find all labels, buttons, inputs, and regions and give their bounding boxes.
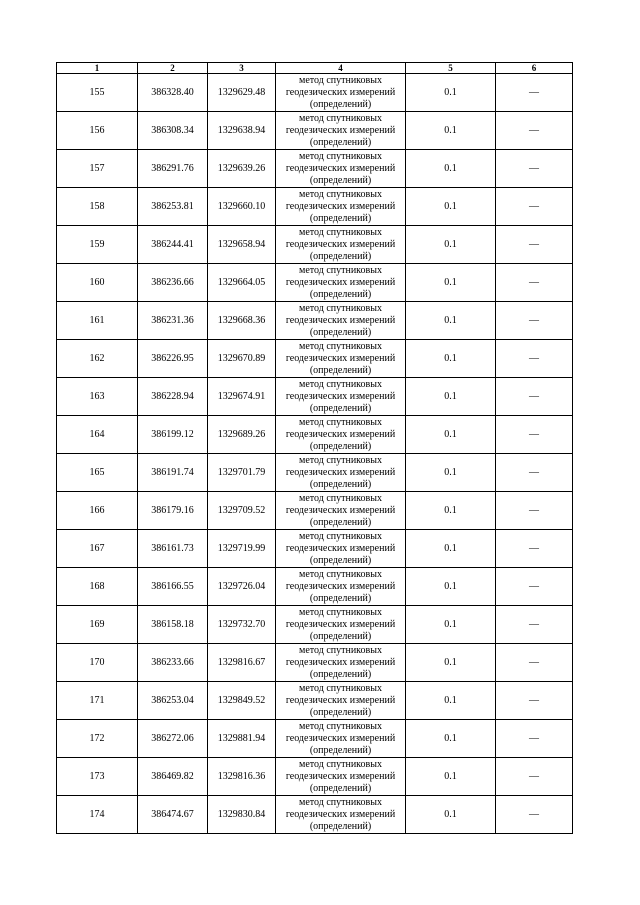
method-line-3: (определений)	[309, 440, 372, 452]
note: —	[496, 188, 573, 226]
table-row	[57, 796, 573, 834]
method-line-3: (определений)	[309, 782, 372, 794]
method-line-1: метод спутниковых	[299, 454, 382, 466]
method-line-2: геодезических измерений	[285, 732, 396, 744]
method-cell	[276, 112, 406, 150]
method-line-3: (определений)	[309, 592, 372, 604]
coord-y: 1329849.52	[208, 682, 276, 720]
accuracy: 0.1	[406, 112, 496, 150]
header-col-3: 3	[208, 63, 276, 74]
coord-x: 386158.18	[138, 606, 208, 644]
method-line-1: метод спутниковых	[299, 682, 382, 694]
accuracy: 0.1	[406, 644, 496, 682]
table-row	[57, 150, 573, 188]
coord-x: 386253.04	[138, 682, 208, 720]
accuracy: 0.1	[406, 682, 496, 720]
method-cell	[276, 188, 406, 226]
method-line-1: метод спутниковых	[299, 530, 382, 542]
method-line-2: геодезических измерений	[285, 238, 396, 250]
accuracy: 0.1	[406, 606, 496, 644]
method-line-1: метод спутниковых	[299, 568, 382, 580]
note: —	[496, 568, 573, 606]
point-number: 168	[57, 568, 138, 606]
coord-y: 1329816.36	[208, 758, 276, 796]
coord-y: 1329709.52	[208, 492, 276, 530]
coord-y: 1329689.26	[208, 416, 276, 454]
method-line-2: геодезических измерений	[285, 162, 396, 174]
accuracy: 0.1	[406, 74, 496, 112]
point-number: 161	[57, 302, 138, 340]
method-line-1: метод спутниковых	[299, 796, 382, 808]
method-line-1: метод спутниковых	[299, 340, 382, 352]
note: —	[496, 720, 573, 758]
coord-x: 386308.34	[138, 112, 208, 150]
method-cell	[276, 644, 406, 682]
method-line-2: геодезических измерений	[285, 124, 396, 136]
method-line-2: геодезических измерений	[285, 200, 396, 212]
table-row	[57, 530, 573, 568]
table-row	[57, 188, 573, 226]
note: —	[496, 416, 573, 454]
method-line-3: (определений)	[309, 516, 372, 528]
point-number: 155	[57, 74, 138, 112]
table-row	[57, 720, 573, 758]
point-number: 166	[57, 492, 138, 530]
table-row	[57, 378, 573, 416]
coord-x: 386199.12	[138, 416, 208, 454]
note: —	[496, 74, 573, 112]
method-cell	[276, 378, 406, 416]
method-line-3: (определений)	[309, 706, 372, 718]
method-line-3: (определений)	[309, 326, 372, 338]
method-line-3: (определений)	[309, 364, 372, 376]
coord-x: 386228.94	[138, 378, 208, 416]
method-line-1: метод спутниковых	[299, 758, 382, 770]
method-line-2: геодезических измерений	[285, 86, 396, 98]
table-row	[57, 568, 573, 606]
coord-x: 386231.36	[138, 302, 208, 340]
accuracy: 0.1	[406, 454, 496, 492]
method-line-1: метод спутниковых	[299, 264, 382, 276]
table-row	[57, 492, 573, 530]
point-number: 160	[57, 264, 138, 302]
header-col-2: 2	[138, 63, 208, 74]
coord-y: 1329816.67	[208, 644, 276, 682]
method-line-3: (определений)	[309, 478, 372, 490]
method-cell	[276, 264, 406, 302]
method-cell	[276, 796, 406, 834]
coord-y: 1329664.05	[208, 264, 276, 302]
coordinates-table	[56, 62, 573, 834]
coord-x: 386191.74	[138, 454, 208, 492]
method-cell	[276, 74, 406, 112]
method-cell	[276, 150, 406, 188]
accuracy: 0.1	[406, 492, 496, 530]
point-number: 157	[57, 150, 138, 188]
point-number: 171	[57, 682, 138, 720]
method-cell	[276, 568, 406, 606]
note: —	[496, 226, 573, 264]
point-number: 170	[57, 644, 138, 682]
method-line-3: (определений)	[309, 98, 372, 110]
coord-x: 386166.55	[138, 568, 208, 606]
method-line-1: метод спутниковых	[299, 112, 382, 124]
note: —	[496, 492, 573, 530]
method-cell	[276, 492, 406, 530]
coord-y: 1329658.94	[208, 226, 276, 264]
table-row	[57, 264, 573, 302]
coord-x: 386474.67	[138, 796, 208, 834]
coord-y: 1329881.94	[208, 720, 276, 758]
method-line-1: метод спутниковых	[299, 492, 382, 504]
method-line-2: геодезических измерений	[285, 694, 396, 706]
coord-x: 386272.06	[138, 720, 208, 758]
note: —	[496, 302, 573, 340]
method-line-3: (определений)	[309, 744, 372, 756]
coord-x: 386233.66	[138, 644, 208, 682]
method-line-3: (определений)	[309, 820, 372, 832]
method-line-1: метод спутниковых	[299, 720, 382, 732]
accuracy: 0.1	[406, 568, 496, 606]
table-row	[57, 74, 573, 112]
coord-y: 1329670.89	[208, 340, 276, 378]
header-col-4: 4	[276, 63, 406, 74]
header-row	[57, 63, 573, 74]
method-line-1: метод спутниковых	[299, 378, 382, 390]
method-line-2: геодезических измерений	[285, 542, 396, 554]
point-number: 158	[57, 188, 138, 226]
method-cell	[276, 226, 406, 264]
method-line-2: геодезических измерений	[285, 352, 396, 364]
table-row	[57, 340, 573, 378]
coord-y: 1329726.04	[208, 568, 276, 606]
point-number: 162	[57, 340, 138, 378]
header-col-5: 5	[406, 63, 496, 74]
method-line-1: метод спутниковых	[299, 416, 382, 428]
coord-x: 386161.73	[138, 530, 208, 568]
accuracy: 0.1	[406, 530, 496, 568]
accuracy: 0.1	[406, 416, 496, 454]
method-line-2: геодезических измерений	[285, 656, 396, 668]
method-cell	[276, 302, 406, 340]
point-number: 163	[57, 378, 138, 416]
note: —	[496, 378, 573, 416]
point-number: 164	[57, 416, 138, 454]
method-cell	[276, 606, 406, 644]
point-number: 167	[57, 530, 138, 568]
table-body	[57, 74, 573, 834]
method-line-2: геодезических измерений	[285, 466, 396, 478]
method-line-1: метод спутниковых	[299, 188, 382, 200]
note: —	[496, 454, 573, 492]
method-line-3: (определений)	[309, 668, 372, 680]
coord-y: 1329668.36	[208, 302, 276, 340]
table-row	[57, 226, 573, 264]
method-line-3: (определений)	[309, 288, 372, 300]
method-line-1: метод спутниковых	[299, 302, 382, 314]
point-number: 165	[57, 454, 138, 492]
note: —	[496, 264, 573, 302]
accuracy: 0.1	[406, 264, 496, 302]
method-cell	[276, 758, 406, 796]
note: —	[496, 682, 573, 720]
note: —	[496, 796, 573, 834]
method-cell	[276, 682, 406, 720]
table-row	[57, 606, 573, 644]
method-line-1: метод спутниковых	[299, 606, 382, 618]
method-line-2: геодезических измерений	[285, 428, 396, 440]
table-row	[57, 682, 573, 720]
accuracy: 0.1	[406, 378, 496, 416]
table-row	[57, 454, 573, 492]
point-number: 174	[57, 796, 138, 834]
note: —	[496, 112, 573, 150]
method-line-2: геодезических измерений	[285, 770, 396, 782]
method-line-2: геодезических измерений	[285, 314, 396, 326]
point-number: 156	[57, 112, 138, 150]
point-number: 159	[57, 226, 138, 264]
coord-x: 386469.82	[138, 758, 208, 796]
accuracy: 0.1	[406, 796, 496, 834]
coord-x: 386328.40	[138, 74, 208, 112]
method-line-1: метод спутниковых	[299, 74, 382, 86]
coord-x: 386244.41	[138, 226, 208, 264]
accuracy: 0.1	[406, 720, 496, 758]
coord-y: 1329639.26	[208, 150, 276, 188]
coord-y: 1329732.70	[208, 606, 276, 644]
method-line-3: (определений)	[309, 630, 372, 642]
coord-y: 1329638.94	[208, 112, 276, 150]
method-line-1: метод спутниковых	[299, 150, 382, 162]
method-line-1: метод спутниковых	[299, 644, 382, 656]
method-line-1: метод спутниковых	[299, 226, 382, 238]
method-line-2: геодезических измерений	[285, 276, 396, 288]
accuracy: 0.1	[406, 758, 496, 796]
note: —	[496, 530, 573, 568]
coord-x: 386226.95	[138, 340, 208, 378]
method-cell	[276, 454, 406, 492]
header-col-6: 6	[496, 63, 573, 74]
method-line-3: (определений)	[309, 250, 372, 262]
table-row	[57, 112, 573, 150]
table-row	[57, 416, 573, 454]
method-line-3: (определений)	[309, 402, 372, 414]
coord-y: 1329674.91	[208, 378, 276, 416]
method-cell	[276, 720, 406, 758]
note: —	[496, 758, 573, 796]
coord-y: 1329629.48	[208, 74, 276, 112]
note: —	[496, 644, 573, 682]
coord-y: 1329660.10	[208, 188, 276, 226]
method-cell	[276, 340, 406, 378]
note: —	[496, 340, 573, 378]
note: —	[496, 150, 573, 188]
method-line-3: (определений)	[309, 136, 372, 148]
accuracy: 0.1	[406, 302, 496, 340]
point-number: 172	[57, 720, 138, 758]
accuracy: 0.1	[406, 150, 496, 188]
method-line-2: геодезических измерений	[285, 580, 396, 592]
table-header	[57, 63, 573, 74]
coord-x: 386291.76	[138, 150, 208, 188]
accuracy: 0.1	[406, 226, 496, 264]
table-row	[57, 302, 573, 340]
point-number: 173	[57, 758, 138, 796]
coord-x: 386253.81	[138, 188, 208, 226]
method-line-2: геодезических измерений	[285, 504, 396, 516]
coord-y: 1329719.99	[208, 530, 276, 568]
point-number: 169	[57, 606, 138, 644]
method-line-3: (определений)	[309, 174, 372, 186]
method-line-3: (определений)	[309, 554, 372, 566]
method-line-2: геодезических измерений	[285, 808, 396, 820]
coord-x: 386236.66	[138, 264, 208, 302]
header-col-1: 1	[57, 63, 138, 74]
method-line-3: (определений)	[309, 212, 372, 224]
coord-y: 1329701.79	[208, 454, 276, 492]
accuracy: 0.1	[406, 340, 496, 378]
table-row	[57, 644, 573, 682]
method-line-2: геодезических измерений	[285, 618, 396, 630]
table-row	[57, 758, 573, 796]
method-cell	[276, 416, 406, 454]
method-line-2: геодезических измерений	[285, 390, 396, 402]
note: —	[496, 606, 573, 644]
coord-x: 386179.16	[138, 492, 208, 530]
coord-y: 1329830.84	[208, 796, 276, 834]
method-cell	[276, 530, 406, 568]
accuracy: 0.1	[406, 188, 496, 226]
